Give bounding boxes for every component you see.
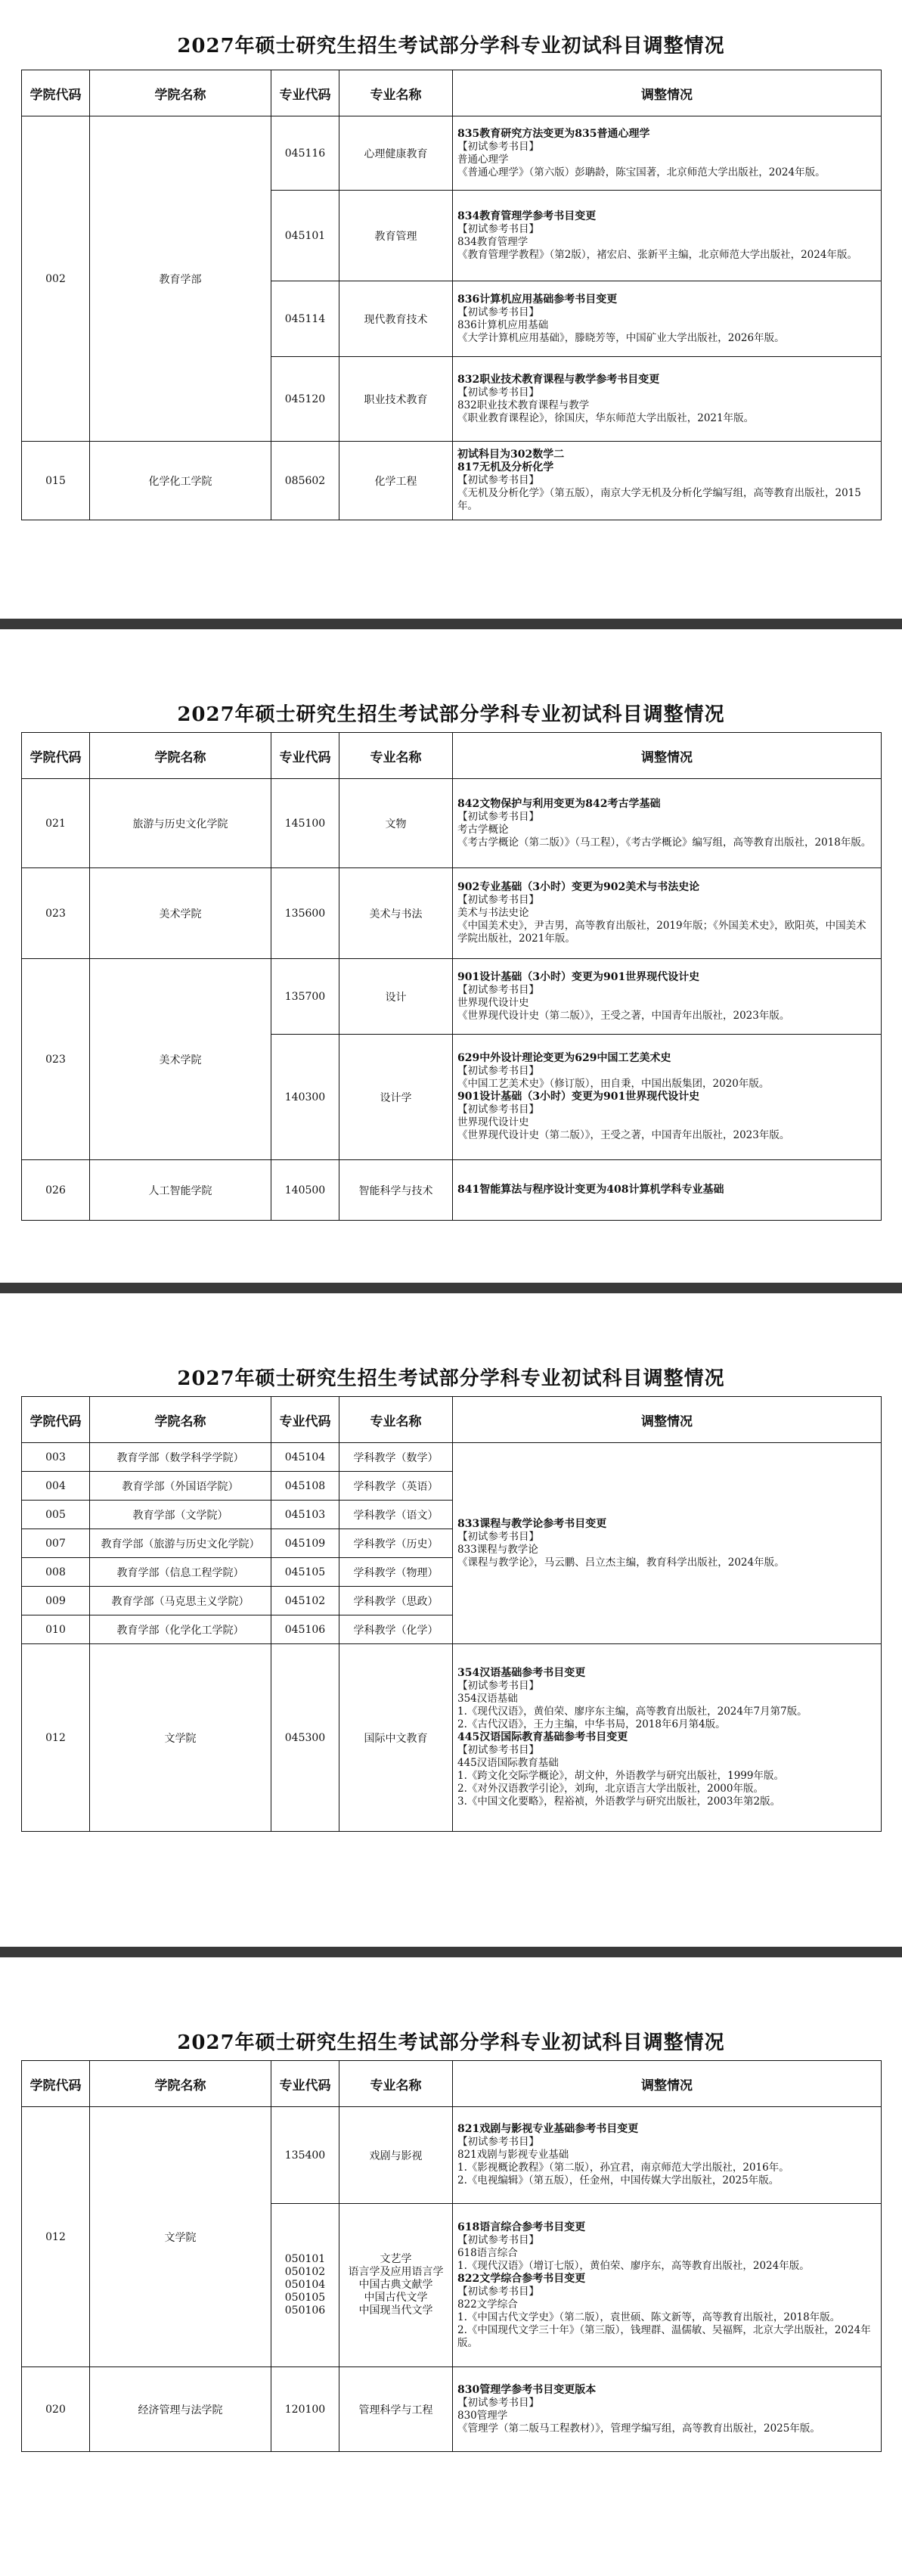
college-name: 化学化工学院: [90, 442, 271, 520]
adjustment-heading: 901设计基础（3小时）变更为901世界现代设计史: [457, 1091, 700, 1103]
college-name: 教育学部（外国语学院）: [90, 1472, 271, 1501]
adjustment-line: 考古学概论: [457, 823, 509, 836]
college-name: 美术学院: [90, 959, 271, 1160]
adjustment-cell: [453, 959, 882, 1035]
major-code: 045120: [271, 357, 339, 442]
adjustment-line: 1.《现代汉语》（增订七版），黄伯荣、廖序东，高等教育出版社，2024年版。: [457, 2259, 810, 2272]
list-item: 中国古典文献学: [358, 2279, 433, 2291]
college-code: 004: [22, 1472, 90, 1501]
adjustment-line: 【初试参考书目】: [457, 2285, 539, 2298]
header-major-name: 专业名称: [339, 1397, 453, 1443]
adjustment-cell: [453, 191, 882, 281]
major-name: 职业技术教育: [339, 357, 453, 442]
table-row: [22, 2107, 882, 2204]
adjustment-table: [21, 732, 882, 1221]
major-name: 学科教学（语文）: [339, 1501, 453, 1529]
adjustment-line: 【初试参考书目】: [457, 386, 539, 399]
header-adjustment: 调整情况: [453, 733, 882, 779]
adjustment-cell: [453, 281, 882, 357]
table-row: [22, 1443, 882, 1472]
adjustment-line: 【初试参考书目】: [457, 1744, 539, 1756]
table-header-row: [22, 2061, 882, 2107]
header-major-code: 专业代码: [271, 1397, 339, 1443]
major-name: 化学工程: [339, 442, 453, 520]
adjustment-line: 【初试参考书目】: [457, 222, 539, 235]
major-code: 045300: [271, 1644, 339, 1832]
header-college-name: 学院名称: [90, 733, 271, 779]
adjustment-line: 《普通心理学》（第六版）彭聃龄，陈宝国著，北京师范大学出版社，2024年版。: [457, 166, 826, 178]
page-2: [0, 629, 902, 1283]
adjustment-cell: [453, 779, 882, 868]
adjustment-line: 《中国美术史》，尹吉男，高等教育出版社，2019年版；《外国美术史》，欧阳英，中国美术学院出版社，2021年版。: [457, 920, 866, 945]
adjustment-cell: [453, 1644, 882, 1832]
adjustment-line: 《教育管理学教程》（第2版），褚宏启、张新平主编，北京师范大学出版社，2024年版。: [457, 248, 857, 261]
adjustment-heading: 841智能算法与程序设计变更为408计算机学科专业基础: [457, 1184, 724, 1196]
table-row: [22, 959, 882, 1035]
list-item: 050102: [284, 2266, 326, 2278]
adjustment-line: 1.《中国古代文学史》（第二版），袁世硕、陈文新等，高等教育出版社，2018年版。: [457, 2311, 841, 2323]
adjustment-line: 1.《影视概论教程》（第二版），孙宜君，南京师范大学出版社，2016年。: [457, 2162, 789, 2174]
major-name: 管理科学与工程: [339, 2367, 453, 2452]
adjustment-line: 世界现代设计史: [457, 1116, 529, 1128]
adjustment-heading: 836计算机应用基础参考书目变更: [457, 293, 618, 306]
college-code: 008: [22, 1558, 90, 1587]
header-major-code: 专业代码: [271, 70, 339, 116]
adjustment-line: 《管理学（第二版马工程教材）》，管理学编写组，高等教育出版社，2025年版。: [457, 2422, 820, 2435]
adjustment-line: 445汉语国际教育基础: [457, 1757, 559, 1769]
adjustment-table: [21, 70, 882, 520]
list-item: 050104: [284, 2279, 326, 2291]
adjustment-line: 【初试参考书目】: [457, 983, 539, 996]
adjustment-line: 834教育管理学: [457, 235, 528, 248]
list-item: 中国古代文学: [364, 2292, 428, 2304]
page-4: [0, 1957, 902, 2576]
header-college-code: 学院代码: [22, 2061, 90, 2107]
adjustment-heading: 初试科目为302数学二: [457, 448, 565, 461]
table-row: [22, 868, 882, 959]
adjustment-line: 【初试参考书目】: [457, 2396, 539, 2409]
adjustment-cell: [453, 2367, 882, 2452]
major-name: 设计: [339, 959, 453, 1035]
adjustment-line: 830管理学: [457, 2409, 508, 2422]
adjustment-cell: [453, 442, 882, 520]
major-name: 学科教学（英语）: [339, 1472, 453, 1501]
header-major-code: 专业代码: [271, 2061, 339, 2107]
adjustment-line: 【初试参考书目】: [457, 810, 539, 823]
major-code: 120100: [271, 2367, 339, 2452]
adjustment-line: 【初试参考书目】: [457, 1680, 539, 1692]
adjustment-line: 2.《古代汉语》，王力主编，中华书局，2018年6月第4版。: [457, 1718, 726, 1730]
list-item: 050106: [284, 2304, 326, 2317]
adjustment-heading: 901设计基础（3小时）变更为901世界现代设计史: [457, 970, 700, 983]
college-code: 020: [22, 2367, 90, 2452]
adjustment-line: 【初试参考书目】: [457, 2136, 539, 2148]
adjustment-line: 354汉语基础: [457, 1693, 518, 1705]
major-code: 045106: [271, 1615, 339, 1644]
major-name: 教育管理: [339, 191, 453, 281]
header-adjustment: 调整情况: [453, 70, 882, 116]
adjustment-line: 1.《现代汉语》，黄伯荣、廖序东主编，高等教育出版社，2024年7月第7版。: [457, 1705, 807, 1718]
major-code: 045102: [271, 1587, 339, 1615]
adjustment-line: 《考古学概论（第二版）》（马工程），《考古学概论》编写组，高等教育出版社，2018年版。: [457, 836, 872, 849]
major-name: 学科教学（数学）: [339, 1443, 453, 1472]
header-college-name: 学院名称: [90, 1397, 271, 1443]
adjustment-line: 1.《跨文化交际学概论》，胡文仲，外语教学与研究出版社，1999年版。: [457, 1770, 784, 1782]
adjustment-line: 《世界现代设计史（第二版）》，王受之著，中国青年出版社，2023年版。: [457, 1009, 790, 1022]
table-row: [22, 779, 882, 868]
adjustment-line: 世界现代设计史: [457, 996, 529, 1009]
college-name: 文学院: [90, 1644, 271, 1832]
adjustment-cell: [453, 357, 882, 442]
list-item: 050101: [284, 2253, 326, 2265]
adjustment-line: 836计算机应用基础: [457, 318, 549, 331]
adjustment-cell: [453, 116, 882, 191]
major-name: 心理健康教育: [339, 116, 453, 191]
major-code: 045116: [271, 116, 339, 191]
major-name: 国际中文教育: [339, 1644, 453, 1832]
adjustment-line: 【初试参考书目】: [457, 1530, 539, 1543]
college-code: 023: [22, 868, 90, 959]
table-header-row: [22, 1397, 882, 1443]
college-name: 美术学院: [90, 868, 271, 959]
table-header-row: [22, 733, 882, 779]
adjustment-line: 【初试参考书目】: [457, 894, 539, 906]
adjustment-cell: [453, 1443, 882, 1644]
adjustment-line: 821戏剧与影视专业基础: [457, 2149, 569, 2161]
adjustment-heading: 821戏剧与影视专业基础参考书目变更: [457, 2123, 639, 2135]
college-name: 人工智能学院: [90, 1160, 271, 1221]
college-name: 旅游与历史文化学院: [90, 779, 271, 868]
major-name: 现代教育技术: [339, 281, 453, 357]
major-code: 045114: [271, 281, 339, 357]
header-college-code: 学院代码: [22, 733, 90, 779]
page-title: 2027年硕士研究生招生考试部分学科专业初试科目调整情况: [177, 703, 725, 726]
adjustment-line: 【初试参考书目】: [457, 2233, 539, 2246]
major-name: 学科教学（思政）: [339, 1587, 453, 1615]
major-name: 学科教学（物理）: [339, 1558, 453, 1587]
major-name: 设计学: [339, 1035, 453, 1160]
major-code: 045101: [271, 191, 339, 281]
page-title: 2027年硕士研究生招生考试部分学科专业初试科目调整情况: [177, 1367, 725, 1390]
adjustment-heading: 817无机及分析化学: [457, 461, 554, 473]
adjustment-line: 【初试参考书目】: [457, 474, 539, 486]
college-name: 教育学部（信息工程学院）: [90, 1558, 271, 1587]
college-name: 教育学部（马克思主义学院）: [90, 1587, 271, 1615]
table-row: [22, 1644, 882, 1832]
college-code: 009: [22, 1587, 90, 1615]
adjustment-cell: [453, 868, 882, 959]
adjustment-heading: 902专业基础（3小时）变更为902美术与书法史论: [457, 881, 700, 893]
major-code: 045108: [271, 1472, 339, 1501]
adjustment-line: 2.《对外汉语教学引论》，刘珣，北京语言大学出版社，2000年版。: [457, 1783, 764, 1795]
table-row: [22, 116, 882, 191]
list-item: 文艺学: [380, 2253, 412, 2265]
adjustment-heading: 618语言综合参考书目变更: [457, 2221, 586, 2233]
adjustment-heading: 833课程与教学论参考书目变更: [457, 1517, 607, 1530]
header-college-name: 学院名称: [90, 2061, 271, 2107]
page-title: 2027年硕士研究生招生考试部分学科专业初试科目调整情况: [177, 2031, 725, 2054]
college-name: 教育学部: [90, 116, 271, 442]
college-name: 经济管理与法学院: [90, 2367, 271, 2452]
adjustment-line: 《无机及分析化学》（第五版），南京大学无机及分析化学编写组，高等教育出版社，2015年。: [457, 487, 861, 512]
adjustment-cell: [453, 2107, 882, 2204]
adjustment-heading: 834教育管理学参考书目变更: [457, 209, 597, 222]
header-major-code: 专业代码: [271, 733, 339, 779]
major-code: 135700: [271, 959, 339, 1035]
adjustment-heading: 832职业技术教育课程与教学参考书目变更: [457, 373, 660, 386]
adjustment-line: 《世界现代设计史（第二版）》，王受之著，中国青年出版社，2023年版。: [457, 1129, 790, 1141]
adjustment-line: 普通心理学: [457, 153, 509, 166]
adjustment-table: [21, 2060, 882, 2452]
list-item: 050105: [284, 2292, 326, 2304]
college-code: 026: [22, 1160, 90, 1221]
adjustment-line: 3.《中国文化要略》，程裕祯，外语教学与研究出版社，2003年第2版。: [457, 1795, 781, 1808]
adjustment-line: 《中国工艺美术史》（修订版），田自秉，中国出版集团，2020年版。: [457, 1078, 770, 1090]
major-name: 智能科学与技术: [339, 1160, 453, 1221]
adjustment-heading: 629中外设计理论变更为629中国工艺美术史: [457, 1052, 671, 1064]
header-college-code: 学院代码: [22, 1397, 90, 1443]
adjustment-heading: 354汉语基础参考书目变更: [457, 1667, 586, 1679]
page-3: [0, 1293, 902, 1947]
adjustment-heading: 445汉语国际教育基础参考书目变更: [457, 1731, 628, 1743]
adjustment-cell: [453, 1035, 882, 1160]
major-name: 美术与书法: [339, 868, 453, 959]
table-row: [22, 2367, 882, 2452]
major-code: 045104: [271, 1443, 339, 1472]
college-code: 023: [22, 959, 90, 1160]
list-item: 中国现当代文学: [358, 2304, 433, 2317]
adjustment-cell: [453, 1160, 882, 1221]
major-code: 045109: [271, 1529, 339, 1558]
header-major-name: 专业名称: [339, 733, 453, 779]
college-name: 教育学部（旅游与历史文化学院）: [90, 1529, 271, 1558]
major-code: 145100: [271, 779, 339, 868]
adjustment-line: 833课程与教学论: [457, 1543, 538, 1556]
college-code: 005: [22, 1501, 90, 1529]
college-name: 文学院: [90, 2107, 271, 2367]
major-name: 学科教学（历史）: [339, 1529, 453, 1558]
adjustment-line: 2.《电视编辑》（第五版），任金州，中国传媒大学出版社，2025年版。: [457, 2174, 780, 2186]
college-name: 教育学部（数学科学学院）: [90, 1443, 271, 1472]
adjustment-heading: 822文学综合参考书目变更: [457, 2272, 586, 2285]
header-adjustment: 调整情况: [453, 2061, 882, 2107]
college-name: 教育学部（化学化工学院）: [90, 1615, 271, 1644]
header-major-name: 专业名称: [339, 70, 453, 116]
major-code: 140300: [271, 1035, 339, 1160]
major-code: 045103: [271, 1501, 339, 1529]
adjustment-heading: 830管理学参考书目变更版本: [457, 2383, 597, 2396]
college-code: 012: [22, 1644, 90, 1832]
major-code: 085602: [271, 442, 339, 520]
adjustment-line: 《大学计算机应用基础》，滕晓芳等，中国矿业大学出版社，2026年版。: [457, 331, 785, 344]
header-adjustment: 调整情况: [453, 1397, 882, 1443]
adjustment-line: 【初试参考书目】: [457, 1065, 539, 1077]
adjustment-cell: [453, 2204, 882, 2367]
page-1: [0, 0, 902, 619]
header-college-code: 学院代码: [22, 70, 90, 116]
college-name: 教育学部（文学院）: [90, 1501, 271, 1529]
adjustment-line: 618语言综合: [457, 2246, 518, 2259]
table-header-row: [22, 70, 882, 116]
major-code: 135600: [271, 868, 339, 959]
major-name: 戏剧与影视: [339, 2107, 453, 2204]
college-code: 015: [22, 442, 90, 520]
table-row: [22, 1160, 882, 1221]
list-item: 语言学及应用语言学: [348, 2266, 444, 2278]
college-code: 002: [22, 116, 90, 442]
major-name-list: [339, 2204, 453, 2367]
college-code: 012: [22, 2107, 90, 2367]
adjustment-line: 2.《中国现代文学三十年》（第三版），钱理群、温儒敏、吴福辉，北京大学出版社，2024年版。: [457, 2323, 871, 2349]
major-code: 135400: [271, 2107, 339, 2204]
college-code: 003: [22, 1443, 90, 1472]
adjustment-table: [21, 1396, 882, 1832]
adjustment-line: 【初试参考书目】: [457, 306, 539, 318]
adjustment-line: 《职业教育课程论》，徐国庆，华东师范大学出版社，2021年版。: [457, 411, 755, 424]
major-name: 学科教学（化学）: [339, 1615, 453, 1644]
adjustment-heading: 842文物保护与利用变更为842考古学基础: [457, 797, 661, 810]
adjustment-line: 832职业技术教育课程与教学: [457, 399, 590, 411]
header-major-name: 专业名称: [339, 2061, 453, 2107]
adjustment-line: 【初试参考书目】: [457, 140, 539, 153]
college-code: 010: [22, 1615, 90, 1644]
major-code: 045105: [271, 1558, 339, 1587]
adjustment-line: 822文学综合: [457, 2298, 518, 2311]
adjustment-line: 《课程与教学论》，马云鹏、吕立杰主编，教育科学出版社，2024年版。: [457, 1556, 785, 1569]
header-college-name: 学院名称: [90, 70, 271, 116]
adjustment-line: 美术与书法史论: [457, 907, 529, 919]
college-code: 021: [22, 779, 90, 868]
major-name: 文物: [339, 779, 453, 868]
table-row: [22, 442, 882, 520]
major-code-list: [271, 2204, 339, 2367]
adjustment-heading: 835教育研究方法变更为835普通心理学: [457, 127, 650, 140]
page-title: 2027年硕士研究生招生考试部分学科专业初试科目调整情况: [177, 35, 725, 57]
major-code: 140500: [271, 1160, 339, 1221]
college-code: 007: [22, 1529, 90, 1558]
adjustment-line: 【初试参考书目】: [457, 1103, 539, 1116]
